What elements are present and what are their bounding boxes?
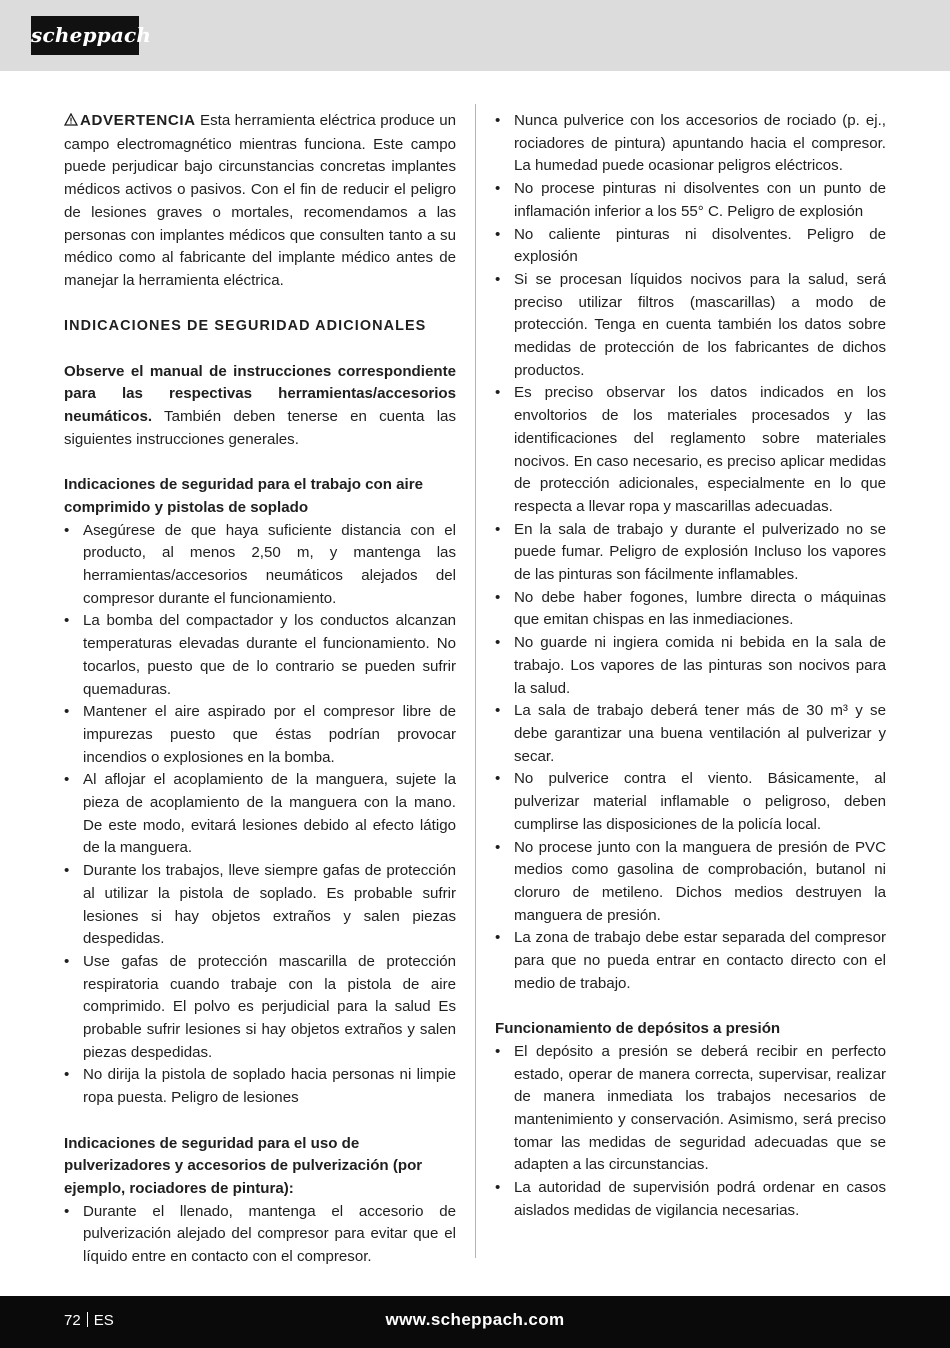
list-item: • Use gafas de protección mascarilla de protección respiratoria cuando trabaje con la pistola de aire comprimido. El polvo es perjudicial para la salud Es probable sufrir lesiones si hay objetos extraños y salen piezas despedidas. <box>64 951 456 1065</box>
left-column <box>64 110 456 1269</box>
air-safety-list <box>64 520 456 1110</box>
spray-section-title: Indicaciones de seguridad para el uso de pulverizadores y accesorios de pulverización (por ejemplo, rociadores de pintura): <box>64 1134 423 1197</box>
language-code: ES <box>93 1312 114 1329</box>
list-item: • La zona de trabajo debe estar separada del compresor para que no pueda entrar en contacto directo con el medio de trabajo. <box>495 927 886 995</box>
list-item: • Asegúrese de que haya suficiente distancia con el producto, al menos 2,50 m, y mantenga las herramientas/accesorios neumáticos alejados del compresor durante el funcionamiento. <box>64 520 456 611</box>
list-item: • No dirija la pistola de soplado hacia personas ni limpie ropa puesta. Peligro de lesiones <box>64 1064 456 1109</box>
list-item: • No procese pinturas ni disolventes con un punto de inflamación inferior a los 55° C. Peligro de explosión <box>495 178 886 223</box>
list-item: • La autoridad de supervisión podrá ordenar en casos aislados medidas de vigilancia necesarias. <box>495 1177 886 1222</box>
intro-rest: También deben tenerse en cuenta las siguientes instrucciones generales. <box>64 408 456 448</box>
list-item: • No guarde ni ingiera comida ni bebida en la sala de trabajo. Los vapores de las pinturas son nocivos para la salud. <box>495 632 886 700</box>
spray-safety-list-left <box>64 1201 456 1269</box>
page-footer <box>0 1296 950 1348</box>
list-item: • No debe haber fogones, lumbre directa o máquinas que emitan chispas en las inmediaciones. <box>495 587 886 632</box>
right-column <box>495 110 886 1222</box>
page-header <box>0 0 950 71</box>
list-item: • La bomba del compactador y los conductos alcanzan temperaturas elevadas durante el funcionamiento. No tocarlos, puesto que de lo contrario se pueden sufrir quemaduras. <box>64 610 456 701</box>
list-item: • No procese junto con la manguera de presión de PVC medios como gasolina de comprobación, butanol ni cloruro de metileno. Dichos medios destruyen la manguera de presión. <box>495 837 886 928</box>
column-divider <box>475 104 476 1258</box>
brand-logo: scheppach <box>31 16 139 55</box>
air-section-title: Indicaciones de seguridad para el trabajo con aire comprimido y pistolas de soplado <box>64 476 424 516</box>
pressure-list <box>495 1041 886 1223</box>
list-item: • Nunca pulverice con los accesorios de rociado (p. ej., rociadores de pintura) apuntando hacia el compresor. La humedad puede ocasionar peligros eléctricos. <box>495 110 886 178</box>
list-item: • Si se procesan líquidos nocivos para la salud, será preciso utilizar filtros (mascarillas) a modo de protección. Tenga en cuenta también los datos sobre medidas de protección de los fabricantes de dichos productos. <box>495 269 886 383</box>
warning-label: ADVERTENCIA <box>80 112 196 129</box>
page-number: 72 <box>64 1312 81 1329</box>
list-item: • Al aflojar el acoplamiento de la manguera, sujete la pieza de acoplamiento de la manguera con la mano. De este modo, evitará lesiones debido al efecto látigo de la manguera. <box>64 769 456 860</box>
list-item: • Mantener el aire aspirado por el compresor libre de impurezas puesto que éstas podrían provocar incendios o explosiones en la bomba. <box>64 701 456 769</box>
list-item: • Es preciso observar los datos indicados en los envoltorios de los materiales procesados y las identificaciones del reglamento sobre materiales nocivos. En caso necesario, es preciso aplicar medidas de protección adicionales, especialmente en lo que respecta a llevar ropa y mascarillas adecuadas. <box>495 382 886 518</box>
list-item: • Durante los trabajos, lleve siempre gafas de protección al utilizar la pistola de soplado. Es probable sufrir lesiones si hay objetos extraños y salen piezas despedidas. <box>64 860 456 951</box>
pressure-section-title: Funcionamiento de depósitos a presión <box>495 1020 781 1038</box>
list-item: • En la sala de trabajo y durante el pulverizado no se puede fumar. Peligro de explosión Incluso los vapores de las pinturas son fácilmente inflamables. <box>495 519 886 587</box>
warning-triangle-icon <box>64 111 80 134</box>
intro-paragraph <box>64 361 456 452</box>
list-item: • La sala de trabajo deberá tener más de 30 m³ y se debe garantizar una buena ventilación al pulverizar y secar. <box>495 700 886 768</box>
list-item: • No caliente pinturas ni disolventes. Peligro de explosión <box>495 224 886 269</box>
spray-safety-list-right <box>495 110 886 995</box>
warning-text: Esta herramienta eléctrica produce un campo electromagnético mientras funciona. Este campo puede perjudicar bajo circunstancias concretas implantes médicos activos o pasivos. Con el fin de reducir el peligro de lesiones graves o mortales, recomendamos a las personas con implantes médicos que consulten tanto a su médico como al fabricante del implante médico antes de manejar la herramienta eléctrica. <box>64 112 456 289</box>
list-item: • No pulverice contra el viento. Básicamente, al pulverizar material inflamable o peligroso, deben cumplirse las disposiciones de la policía local. <box>495 768 886 836</box>
list-item: • El depósito a presión se deberá recibir en perfecto estado, operar de manera correcta, supervisar, realizar de manera inmediata los trabajos necesarios de mantenimiento y conservación. Asimismo, será preciso tomar las medidas de seguridad adecuadas que se adapten a las circunstancias. <box>495 1041 886 1177</box>
website-link[interactable]: www.scheppach.com <box>385 1310 565 1329</box>
list-item: • Durante el llenado, mantenga el accesorio de pulverización alejado del compresor para evitar que el líquido entre en contacto con el compresor. <box>64 1201 456 1269</box>
intro-bold: Observe el manual de instrucciones correspondiente para las respectivas herramientas/accesorios neumáticos. <box>64 362 456 426</box>
section-title: INDICACIONES DE SEGURIDAD ADICIONALES <box>64 318 427 335</box>
warning-paragraph <box>64 110 456 293</box>
